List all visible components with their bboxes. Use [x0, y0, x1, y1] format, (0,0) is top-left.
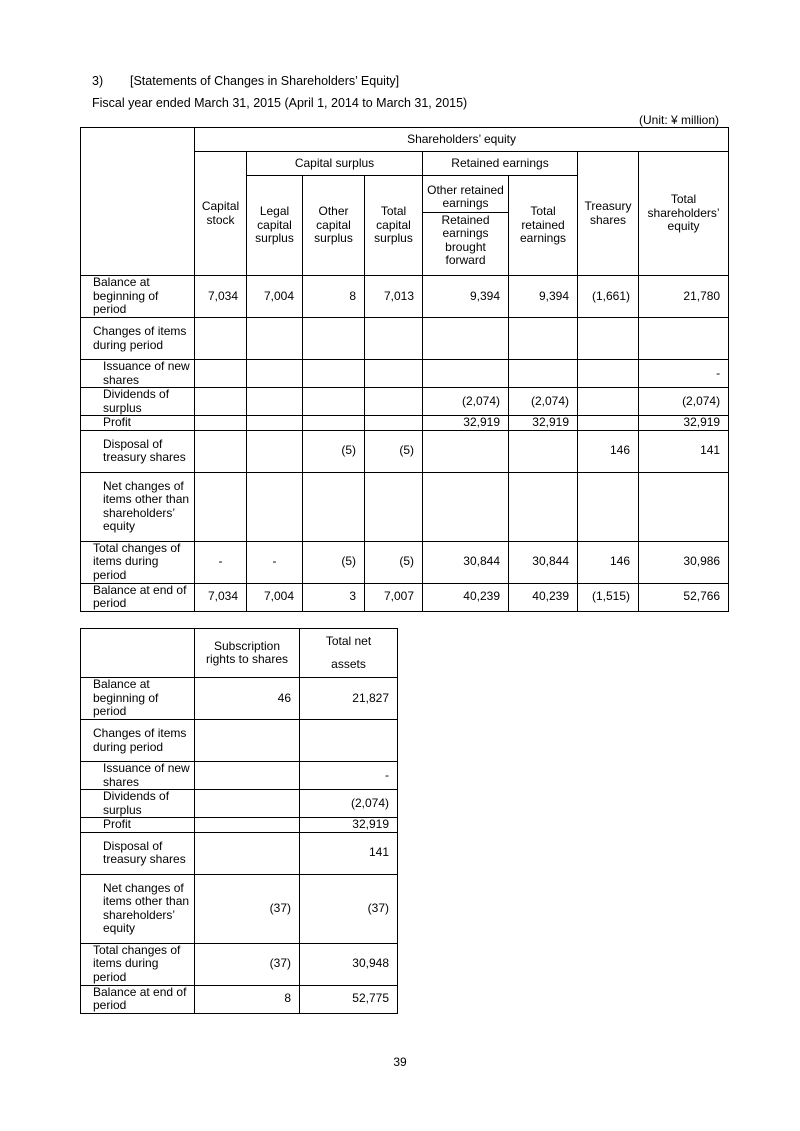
value-cell: 21,827 [300, 678, 398, 720]
value-cell: 32,919 [639, 416, 729, 431]
value-cell: (2,074) [423, 388, 509, 416]
value-cell [509, 360, 578, 388]
value-cell [247, 318, 303, 360]
value-cell: 52,766 [639, 583, 729, 611]
value-cell [639, 472, 729, 541]
retained-earnings-header: Retained earnings [423, 152, 578, 176]
value-cell [247, 388, 303, 416]
value-cell [195, 472, 247, 541]
value-cell: (37) [300, 874, 398, 943]
corner-cell [81, 629, 195, 678]
value-cell: 52,775 [300, 985, 398, 1013]
value-cell [578, 388, 639, 416]
other-retained-earnings-label: Other retained earnings [427, 182, 504, 210]
row-label: Total changes of items during period [81, 541, 195, 583]
value-cell: 40,239 [509, 583, 578, 611]
value-cell: 32,919 [300, 818, 398, 833]
value-cell [195, 388, 247, 416]
value-cell: 146 [578, 541, 639, 583]
value-cell [247, 472, 303, 541]
value-cell: 8 [195, 985, 300, 1013]
row-label: Balance at beginning of period [81, 678, 195, 720]
col-legal-capital-surplus: Legal capital surplus [247, 176, 303, 276]
row-label: Changes of items during period [81, 318, 195, 360]
sub-table-row [81, 678, 398, 720]
value-cell: 9,394 [509, 276, 578, 318]
value-cell: - [300, 762, 398, 790]
value-cell [365, 388, 423, 416]
main-table-row [81, 430, 729, 472]
col-total-shareholders-equity: Total shareholders’ equity [639, 152, 729, 276]
row-label: Disposal of treasury shares [81, 430, 195, 472]
row-label: Balance at end of period [81, 985, 195, 1013]
value-cell [195, 720, 300, 762]
section-heading [92, 74, 399, 88]
main-table-body [81, 276, 729, 612]
value-cell: 9,394 [423, 276, 509, 318]
main-table-row [81, 416, 729, 431]
value-cell [303, 472, 365, 541]
row-label: Dividends of surplus [81, 388, 195, 416]
value-cell: (2,074) [300, 790, 398, 818]
main-table-row [81, 318, 729, 360]
value-cell: (2,074) [639, 388, 729, 416]
sub-table-body [81, 678, 398, 1014]
value-cell: 146 [578, 430, 639, 472]
value-cell [195, 832, 300, 874]
value-cell [509, 318, 578, 360]
total-net-assets-line1: Total net [325, 633, 372, 648]
value-cell: 7,034 [195, 276, 247, 318]
row-label: Issuance of new shares [81, 762, 195, 790]
value-cell: 7,007 [365, 583, 423, 611]
value-cell: 7,004 [247, 583, 303, 611]
value-cell [195, 762, 300, 790]
value-cell: (1,661) [578, 276, 639, 318]
col-capital-stock: Capital stock [195, 152, 247, 276]
sub-table-row [81, 720, 398, 762]
value-cell [195, 430, 247, 472]
main-table-row [81, 472, 729, 541]
value-cell: (1,515) [578, 583, 639, 611]
value-cell: 141 [300, 832, 398, 874]
value-cell: - [195, 541, 247, 583]
row-label: Balance at end of period [81, 583, 195, 611]
total-net-assets-line2: assets [331, 657, 366, 671]
value-cell [303, 388, 365, 416]
unit-label: (Unit: ¥ million) [638, 113, 719, 127]
value-cell [365, 360, 423, 388]
value-cell: 32,919 [423, 416, 509, 431]
value-cell [303, 416, 365, 431]
main-table-row [81, 541, 729, 583]
value-cell [578, 472, 639, 541]
value-cell: (37) [195, 943, 300, 985]
col-treasury-shares: Treasury shares [578, 152, 639, 276]
value-cell [578, 318, 639, 360]
value-cell [195, 818, 300, 833]
value-cell: 8 [303, 276, 365, 318]
value-cell: 46 [195, 678, 300, 720]
value-cell [423, 472, 509, 541]
capital-surplus-header: Capital surplus [247, 152, 423, 176]
value-cell: 30,844 [423, 541, 509, 583]
value-cell: 30,986 [639, 541, 729, 583]
row-label: Profit [81, 416, 195, 431]
sub-table-row [81, 818, 398, 833]
sub-table-row [81, 762, 398, 790]
value-cell: 3 [303, 583, 365, 611]
value-cell: (37) [195, 874, 300, 943]
value-cell: 7,013 [365, 276, 423, 318]
value-cell: 7,004 [247, 276, 303, 318]
sub-table-row [81, 943, 398, 985]
row-label: Issuance of new shares [81, 360, 195, 388]
value-cell: 40,239 [423, 583, 509, 611]
col-other-retained-earnings [423, 176, 509, 276]
value-cell [423, 430, 509, 472]
col-subscription-rights: Subscription rights to shares [195, 629, 300, 678]
sub-table-row [81, 874, 398, 943]
value-cell [365, 416, 423, 431]
value-cell: - [639, 360, 729, 388]
net-assets-table [80, 628, 398, 1014]
sub-table-row [81, 832, 398, 874]
value-cell [303, 360, 365, 388]
value-cell [509, 472, 578, 541]
row-label: Disposal of treasury shares [81, 832, 195, 874]
value-cell: (5) [303, 541, 365, 583]
group-header: Shareholders’ equity [195, 128, 729, 152]
value-cell [247, 430, 303, 472]
retained-earnings-brought-forward-label: Retained earnings brought forward [423, 212, 508, 270]
main-table-row [81, 583, 729, 611]
row-label: Profit [81, 818, 195, 833]
row-label: Total changes of items during period [81, 943, 195, 985]
col-total-net-assets [300, 629, 398, 678]
value-cell: (5) [365, 430, 423, 472]
col-total-capital-surplus: Total capital surplus [365, 176, 423, 276]
value-cell [365, 318, 423, 360]
value-cell: 30,844 [509, 541, 578, 583]
value-cell: 32,919 [509, 416, 578, 431]
row-label: Dividends of surplus [81, 790, 195, 818]
value-cell: (5) [365, 541, 423, 583]
value-cell [578, 360, 639, 388]
row-label: Changes of items during period [81, 720, 195, 762]
value-cell [195, 318, 247, 360]
value-cell: 7,034 [195, 583, 247, 611]
value-cell [247, 360, 303, 388]
value-cell [423, 360, 509, 388]
value-cell: 30,948 [300, 943, 398, 985]
value-cell [195, 360, 247, 388]
value-cell [423, 318, 509, 360]
value-cell: 141 [639, 430, 729, 472]
sub-table-row [81, 790, 398, 818]
value-cell [247, 416, 303, 431]
value-cell: 21,780 [639, 276, 729, 318]
row-label: Net changes of items other than shareholders’ equity [81, 874, 195, 943]
value-cell: (5) [303, 430, 365, 472]
value-cell [509, 430, 578, 472]
row-label: Balance at beginning of period [81, 276, 195, 318]
value-cell [639, 318, 729, 360]
value-cell: (2,074) [509, 388, 578, 416]
sub-table-row [81, 985, 398, 1013]
col-other-capital-surplus: Other capital surplus [303, 176, 365, 276]
fiscal-year-subtitle: Fiscal year ended March 31, 2015 (April 1, 2014 to March 31, 2015) [92, 96, 468, 110]
value-cell [365, 472, 423, 541]
section-number: 3) [92, 74, 104, 88]
col-total-retained-earnings: Total retained earnings [509, 176, 578, 276]
corner-cell [81, 128, 195, 276]
section-title: [Statements of Changes in Shareholders’ Equity] [130, 74, 400, 88]
value-cell [195, 416, 247, 431]
value-cell: - [247, 541, 303, 583]
main-table-row [81, 276, 729, 318]
main-table-row [81, 360, 729, 388]
row-label: Net changes of items other than shareholders’ equity [81, 472, 195, 541]
main-table-row [81, 388, 729, 416]
value-cell [300, 720, 398, 762]
value-cell [578, 416, 639, 431]
shareholders-equity-table [80, 127, 729, 612]
value-cell [303, 318, 365, 360]
page-number: 39 [393, 1055, 407, 1069]
value-cell [195, 790, 300, 818]
